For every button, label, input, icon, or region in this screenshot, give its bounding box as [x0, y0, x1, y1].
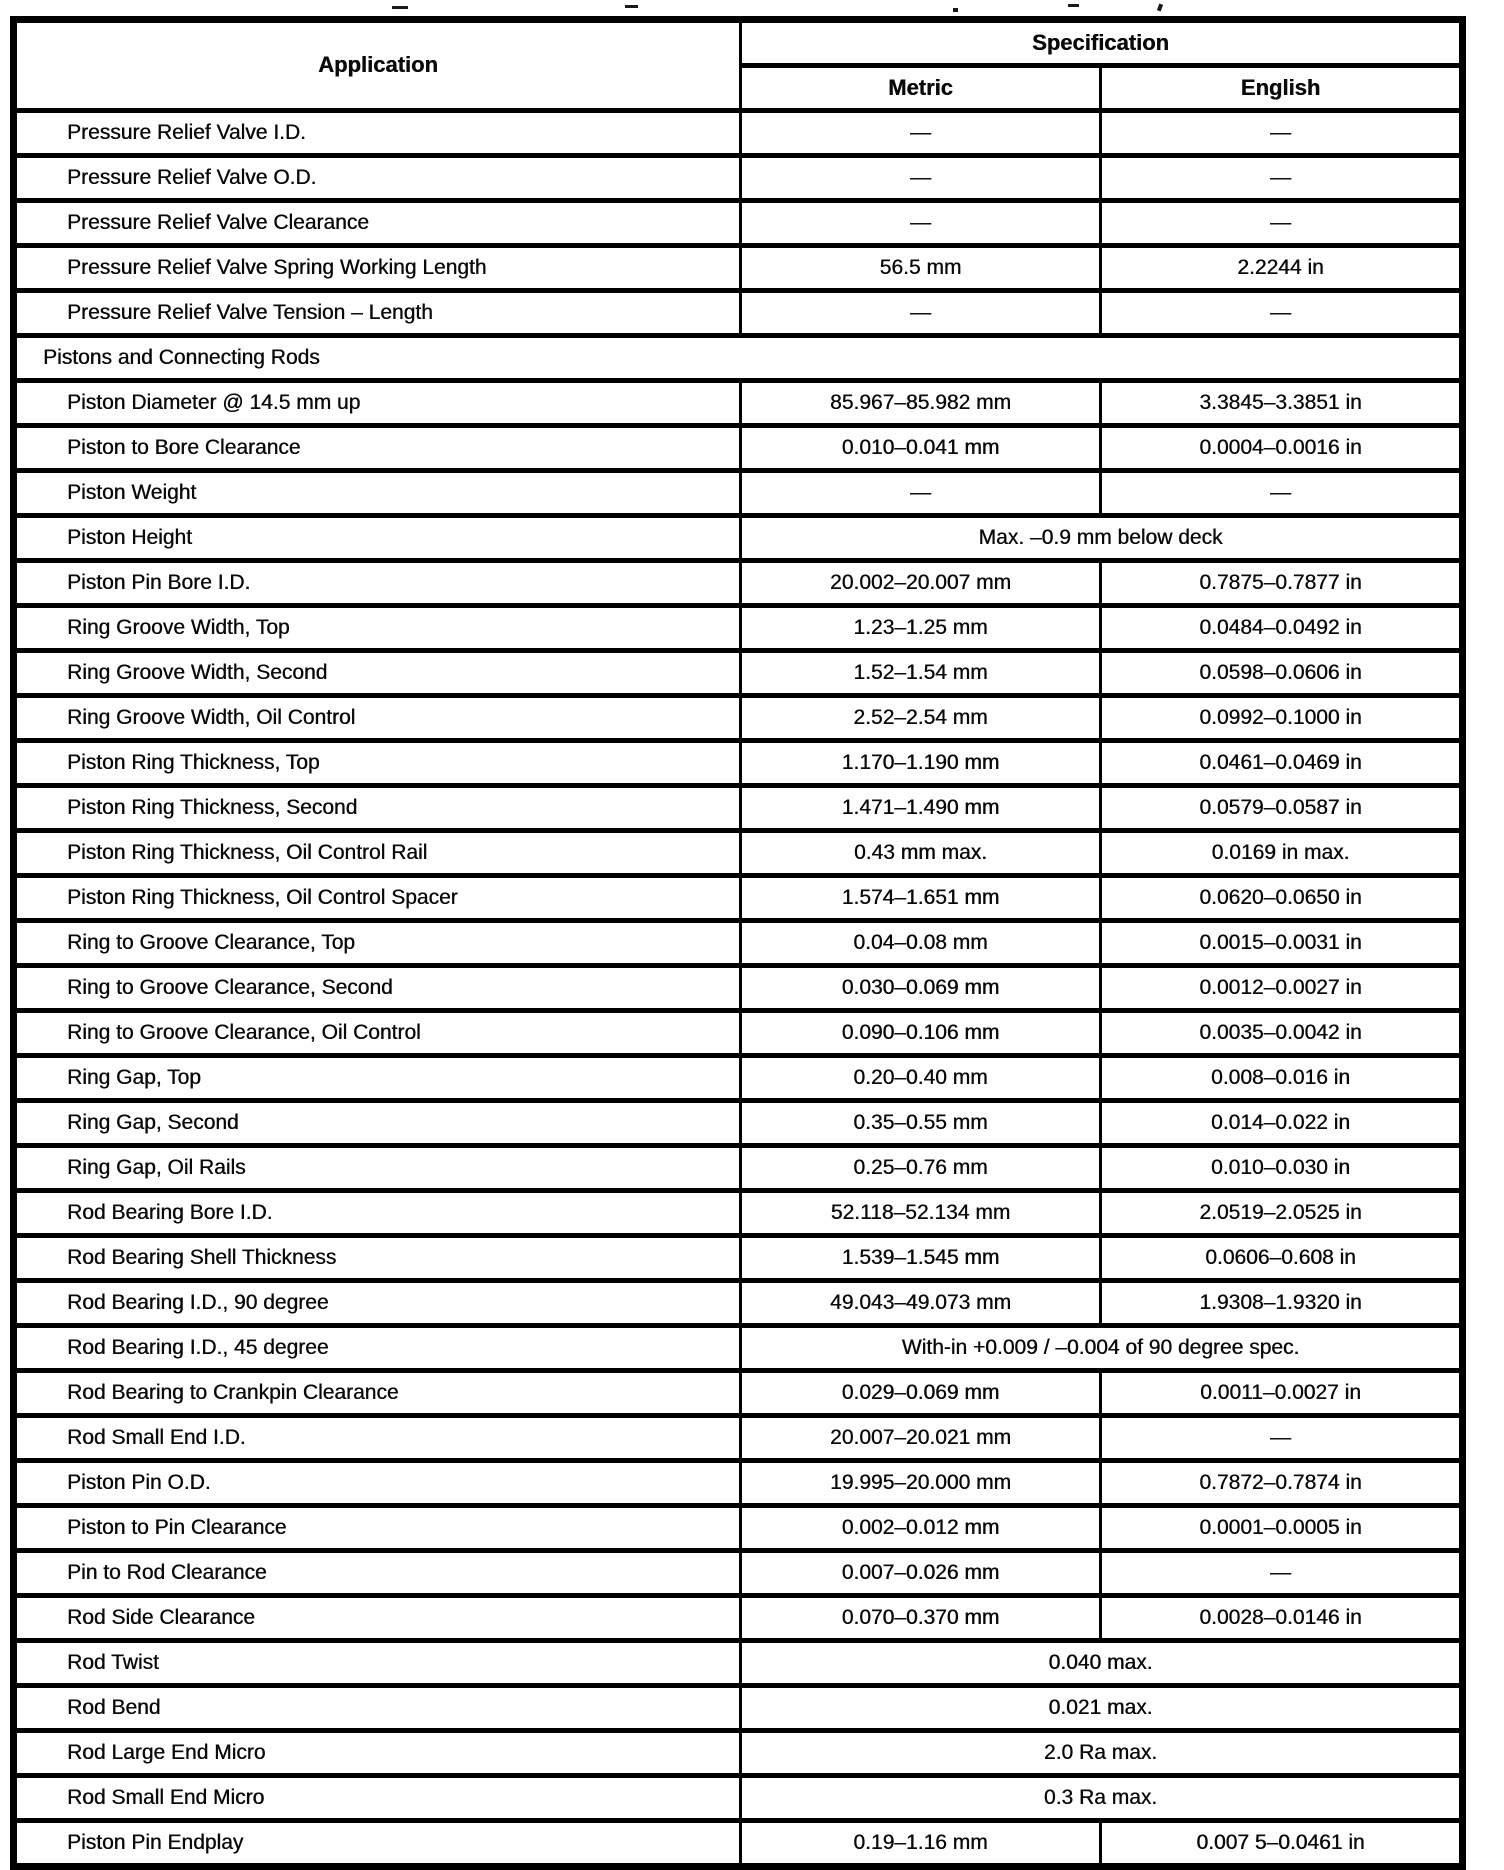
- english-value: 3.3845–3.3851 in: [1101, 381, 1463, 426]
- english-value: —: [1101, 1416, 1463, 1461]
- table-row: [14, 876, 1463, 921]
- english-value: —: [1101, 1551, 1463, 1596]
- row-label: Ring to Groove Clearance, Top: [14, 921, 741, 966]
- table-row: [14, 606, 1463, 651]
- row-label: Pin to Rod Clearance: [14, 1551, 741, 1596]
- english-value: 0.0606–0.608 in: [1101, 1236, 1463, 1281]
- specification-table: [10, 16, 1466, 1870]
- english-value: —: [1101, 156, 1463, 201]
- row-label: Piston Weight: [14, 471, 741, 516]
- row-label: Piston Ring Thickness, Second: [14, 786, 741, 831]
- row-label: Piston Pin Bore I.D.: [14, 561, 741, 606]
- row-label: Piston to Pin Clearance: [14, 1506, 741, 1551]
- metric-value: 0.090–0.106 mm: [741, 1011, 1101, 1056]
- table-row: [14, 111, 1463, 156]
- table-row: [14, 291, 1463, 336]
- metric-value: 0.029–0.069 mm: [741, 1371, 1101, 1416]
- table-row: [14, 1101, 1463, 1146]
- combined-spec-value: With-in +0.009 / –0.004 of 90 degree spec.: [741, 1326, 1463, 1371]
- table-row: [14, 1371, 1463, 1416]
- english-value: 0.0028–0.0146 in: [1101, 1596, 1463, 1641]
- english-value: 0.0598–0.0606 in: [1101, 651, 1463, 696]
- row-label: Piston Ring Thickness, Oil Control Spacer: [14, 876, 741, 921]
- english-value: —: [1101, 111, 1463, 156]
- scan-artifact-dot: [953, 8, 958, 12]
- row-label: Ring Groove Width, Second: [14, 651, 741, 696]
- english-value: 0.7872–0.7874 in: [1101, 1461, 1463, 1506]
- metric-value: 2.52–2.54 mm: [741, 696, 1101, 741]
- row-label: Piston Pin O.D.: [14, 1461, 741, 1506]
- row-label: Piston Ring Thickness, Oil Control Rail: [14, 831, 741, 876]
- table-row: [14, 831, 1463, 876]
- english-value: —: [1101, 201, 1463, 246]
- scan-artifact-tick: [1157, 4, 1163, 12]
- table-row: [14, 1011, 1463, 1056]
- row-label: Pressure Relief Valve O.D.: [14, 156, 741, 201]
- table-row: [14, 1596, 1463, 1641]
- row-label: Piston Height: [14, 516, 741, 561]
- table-row: [14, 1281, 1463, 1326]
- table-row: [14, 381, 1463, 426]
- row-label: Rod Side Clearance: [14, 1596, 741, 1641]
- english-value: —: [1101, 471, 1463, 516]
- metric-value: 0.43 mm max.: [741, 831, 1101, 876]
- english-value: 0.014–0.022 in: [1101, 1101, 1463, 1146]
- row-label: Rod Small End I.D.: [14, 1416, 741, 1461]
- table-row: [14, 1551, 1463, 1596]
- combined-spec-value: 0.040 max.: [741, 1641, 1463, 1686]
- table-row: [14, 1461, 1463, 1506]
- table-row: [14, 1686, 1463, 1731]
- english-value: 0.0484–0.0492 in: [1101, 606, 1463, 651]
- row-label: Ring Gap, Top: [14, 1056, 741, 1101]
- metric-value: 19.995–20.000 mm: [741, 1461, 1101, 1506]
- metric-value: —: [741, 471, 1101, 516]
- table-row: [14, 696, 1463, 741]
- row-label: Rod Bearing Bore I.D.: [14, 1191, 741, 1236]
- metric-value: —: [741, 111, 1101, 156]
- english-value: 0.0012–0.0027 in: [1101, 966, 1463, 1011]
- metric-value: 56.5 mm: [741, 246, 1101, 291]
- row-label: Pressure Relief Valve Clearance: [14, 201, 741, 246]
- row-label: Ring Groove Width, Top: [14, 606, 741, 651]
- metric-value: 1.471–1.490 mm: [741, 786, 1101, 831]
- combined-spec-value: 0.021 max.: [741, 1686, 1463, 1731]
- english-value: 0.0992–0.1000 in: [1101, 696, 1463, 741]
- row-label: Ring Groove Width, Oil Control: [14, 696, 741, 741]
- english-value: 0.0001–0.0005 in: [1101, 1506, 1463, 1551]
- metric-value: 0.030–0.069 mm: [741, 966, 1101, 1011]
- metric-value: —: [741, 156, 1101, 201]
- row-label: Rod Bearing I.D., 90 degree: [14, 1281, 741, 1326]
- table-row: [14, 1191, 1463, 1236]
- english-value: 0.0011–0.0027 in: [1101, 1371, 1463, 1416]
- scan-artifact-dash: [392, 6, 408, 9]
- table-row: [14, 1326, 1463, 1371]
- table-row: [14, 1416, 1463, 1461]
- metric-value: 49.043–49.073 mm: [741, 1281, 1101, 1326]
- english-value: 0.0035–0.0042 in: [1101, 1011, 1463, 1056]
- table-row: [14, 921, 1463, 966]
- table-row: [14, 1821, 1463, 1867]
- scan-artifact-dash: [625, 5, 638, 8]
- row-label: Ring to Groove Clearance, Second: [14, 966, 741, 1011]
- english-value: 2.2244 in: [1101, 246, 1463, 291]
- english-value: 0.0015–0.0031 in: [1101, 921, 1463, 966]
- metric-value: 85.967–85.982 mm: [741, 381, 1101, 426]
- metric-value: 0.20–0.40 mm: [741, 1056, 1101, 1101]
- english-value: 0.008–0.016 in: [1101, 1056, 1463, 1101]
- metric-value: —: [741, 201, 1101, 246]
- table-row: [14, 561, 1463, 606]
- english-value: 0.010–0.030 in: [1101, 1146, 1463, 1191]
- row-label: Pressure Relief Valve Spring Working Length: [14, 246, 741, 291]
- combined-spec-value: 0.3 Ra max.: [741, 1776, 1463, 1821]
- metric-value: 1.574–1.651 mm: [741, 876, 1101, 921]
- row-label: Rod Large End Micro: [14, 1731, 741, 1776]
- combined-spec-value: 2.0 Ra max.: [741, 1731, 1463, 1776]
- metric-value: 0.010–0.041 mm: [741, 426, 1101, 471]
- row-label: Piston Diameter @ 14.5 mm up: [14, 381, 741, 426]
- table-row: [14, 651, 1463, 696]
- metric-value: 0.35–0.55 mm: [741, 1101, 1101, 1146]
- english-value: 0.0169 in max.: [1101, 831, 1463, 876]
- table-row: [14, 786, 1463, 831]
- column-header-metric: Metric: [741, 66, 1101, 111]
- row-label: Rod Bearing Shell Thickness: [14, 1236, 741, 1281]
- row-label: Piston Ring Thickness, Top: [14, 741, 741, 786]
- english-value: 0.0004–0.0016 in: [1101, 426, 1463, 471]
- row-label: Rod Twist: [14, 1641, 741, 1686]
- table-row: [14, 741, 1463, 786]
- row-label: Rod Bearing I.D., 45 degree: [14, 1326, 741, 1371]
- table-row: [14, 966, 1463, 1011]
- table-row: [14, 1641, 1463, 1686]
- table-row: [14, 201, 1463, 246]
- column-header-english: English: [1101, 66, 1463, 111]
- row-label: Ring Gap, Second: [14, 1101, 741, 1146]
- table-row: [14, 426, 1463, 471]
- column-header-specification: Specification: [741, 20, 1463, 66]
- header-row-1: [14, 20, 1463, 66]
- table-row: [14, 156, 1463, 201]
- metric-value: 0.25–0.76 mm: [741, 1146, 1101, 1191]
- row-label: Pressure Relief Valve I.D.: [14, 111, 741, 156]
- row-label: Ring Gap, Oil Rails: [14, 1146, 741, 1191]
- row-label: Rod Bearing to Crankpin Clearance: [14, 1371, 741, 1416]
- section-label: Pistons and Connecting Rods: [14, 336, 1463, 381]
- metric-value: 0.19–1.16 mm: [741, 1821, 1101, 1867]
- combined-spec-value: Max. –0.9 mm below deck: [741, 516, 1463, 561]
- column-header-application: Application: [14, 20, 741, 111]
- metric-value: 20.007–20.021 mm: [741, 1416, 1101, 1461]
- table-row: [14, 1146, 1463, 1191]
- english-value: 0.0620–0.0650 in: [1101, 876, 1463, 921]
- metric-value: 20.002–20.007 mm: [741, 561, 1101, 606]
- table-row: [14, 1236, 1463, 1281]
- row-label: Rod Bend: [14, 1686, 741, 1731]
- english-value: 1.9308–1.9320 in: [1101, 1281, 1463, 1326]
- row-label: Ring to Groove Clearance, Oil Control: [14, 1011, 741, 1056]
- metric-value: 0.070–0.370 mm: [741, 1596, 1101, 1641]
- metric-value: 0.04–0.08 mm: [741, 921, 1101, 966]
- section-row: [14, 336, 1463, 381]
- table-row: [14, 1776, 1463, 1821]
- table-row: [14, 471, 1463, 516]
- row-label: Piston Pin Endplay: [14, 1821, 741, 1867]
- table-row: [14, 1056, 1463, 1101]
- english-value: 0.0579–0.0587 in: [1101, 786, 1463, 831]
- metric-value: 0.002–0.012 mm: [741, 1506, 1101, 1551]
- row-label: Pressure Relief Valve Tension – Length: [14, 291, 741, 336]
- metric-value: 1.52–1.54 mm: [741, 651, 1101, 696]
- table-row: [14, 1506, 1463, 1551]
- scan-artifact-dash: [1068, 4, 1079, 7]
- metric-value: 1.23–1.25 mm: [741, 606, 1101, 651]
- table-row: [14, 246, 1463, 291]
- row-label: Rod Small End Micro: [14, 1776, 741, 1821]
- english-value: —: [1101, 291, 1463, 336]
- metric-value: 52.118–52.134 mm: [741, 1191, 1101, 1236]
- metric-value: —: [741, 291, 1101, 336]
- english-value: 0.7875–0.7877 in: [1101, 561, 1463, 606]
- english-value: 2.0519–2.0525 in: [1101, 1191, 1463, 1236]
- row-label: Piston to Bore Clearance: [14, 426, 741, 471]
- english-value: 0.0461–0.0469 in: [1101, 741, 1463, 786]
- metric-value: 0.007–0.026 mm: [741, 1551, 1101, 1596]
- english-value: 0.007 5–0.0461 in: [1101, 1821, 1463, 1867]
- table-row: [14, 516, 1463, 561]
- metric-value: 1.170–1.190 mm: [741, 741, 1101, 786]
- table-row: [14, 1731, 1463, 1776]
- metric-value: 1.539–1.545 mm: [741, 1236, 1101, 1281]
